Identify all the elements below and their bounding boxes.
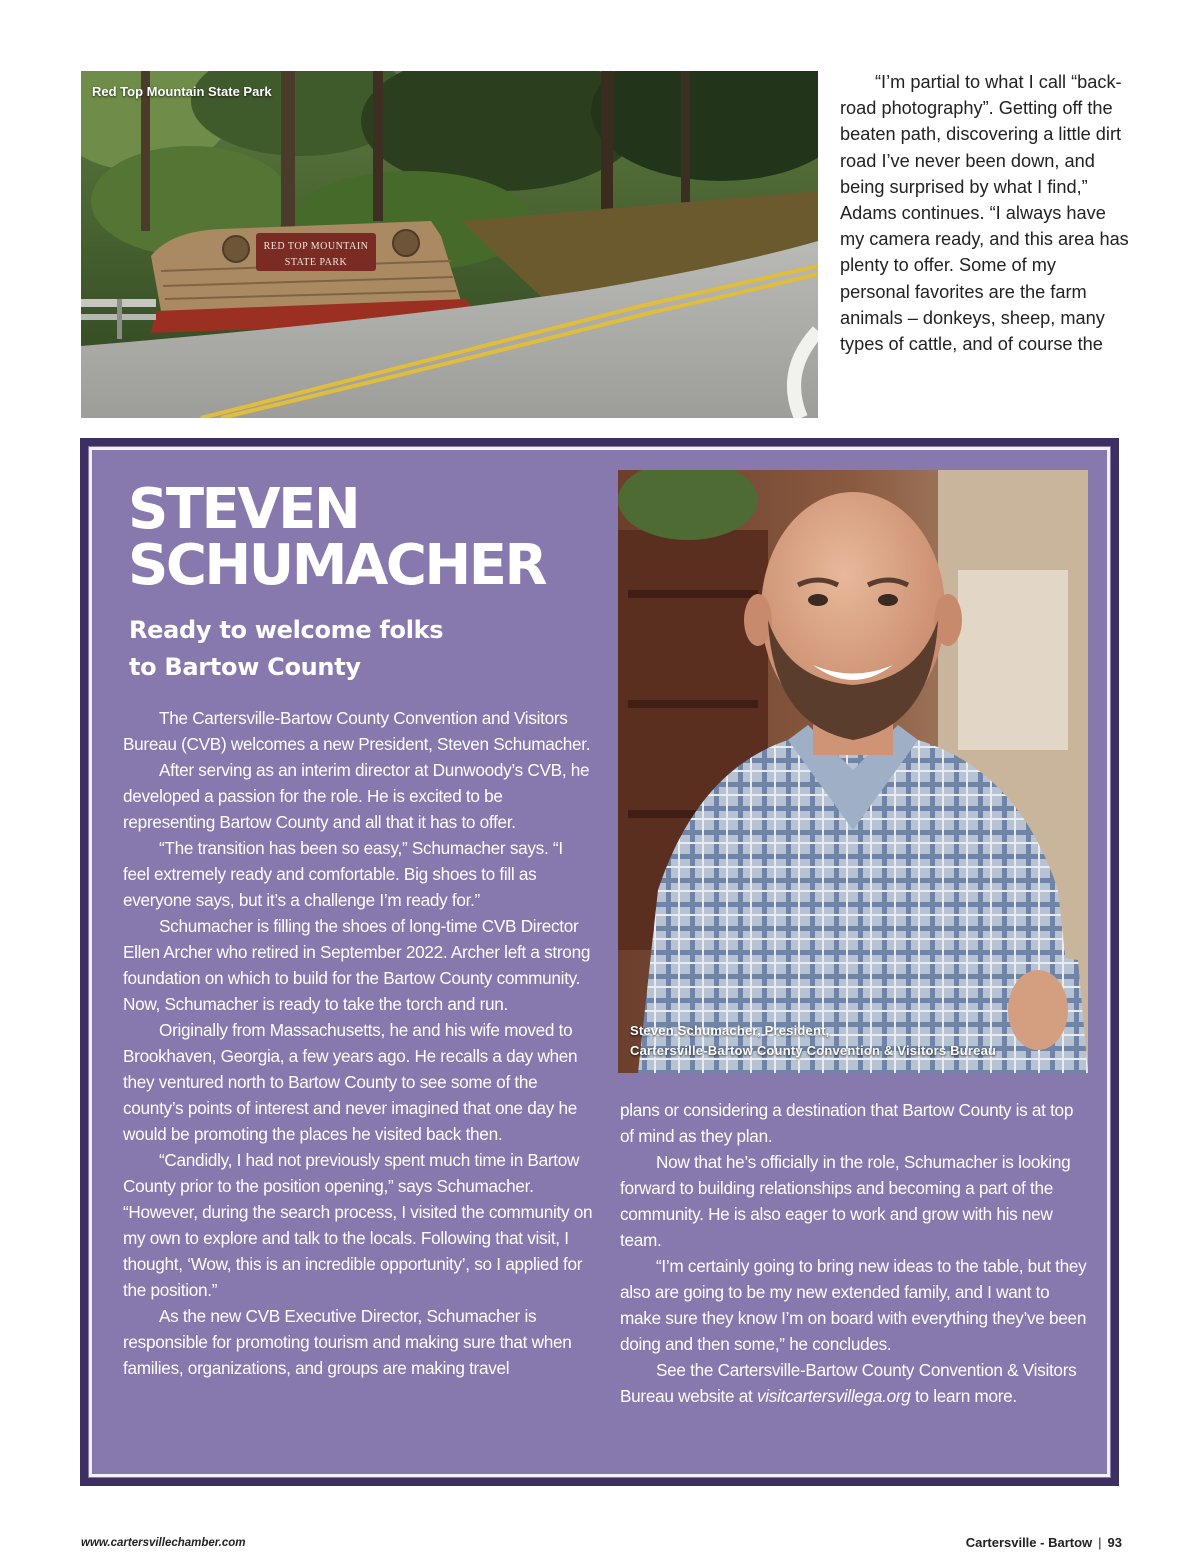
sign-text-line2: STATE PARK bbox=[284, 257, 348, 268]
article-paragraph: As the new CVB Executive Director, Schumacher is responsible for promoting tourism and making sure that when families, organizations, and groups are making travel bbox=[123, 1306, 572, 1378]
top-article-text bbox=[840, 69, 1130, 357]
title-line-2: SCHUMACHER bbox=[128, 533, 546, 598]
portrait-caption-line-2: Cartersville-Bartow County Convention & Visitors Bureau bbox=[630, 1043, 997, 1058]
portrait-illustration bbox=[618, 470, 1088, 1073]
closing-text-start: See the Cartersville-Bartow County Convention & Visitors Bureau website at bbox=[620, 1360, 1077, 1406]
feature-title bbox=[128, 477, 608, 598]
portrait-caption-line-1: Steven Schumacher, President, bbox=[630, 1023, 830, 1038]
subtitle-line-2: to Bartow County bbox=[129, 653, 361, 681]
article-paragraph: “Candidly, I had not previously spent much time in Bartow County prior to the position opening,” says Schumacher. “However, during the search process, I visited the community on my own to explore and talk to the locals. Following that visit, I thought, ‘Wow, this is an incredible opportunity’, so I applied for the position.” bbox=[123, 1150, 593, 1300]
publication-name: Cartersville - Bartow bbox=[965, 1535, 1093, 1550]
footer-separator: | bbox=[1098, 1535, 1102, 1550]
closing-text-end: to learn more. bbox=[910, 1386, 1017, 1406]
park-photo-illustration bbox=[81, 71, 818, 418]
article-paragraph: Schumacher is filling the shoes of long-time CVB Director Ellen Archer who retired in September 2022. Archer left a strong foundation on which to build for the Bartow County community. Now, Schumacher is ready to take the torch and run. bbox=[123, 916, 591, 1014]
article-paragraph: “I’m certainly going to bring new ideas to the table, but they also are going to be my new extended family, and I want to make sure they know I’m on board with everything they’ve been doing and then some,” he concludes. bbox=[620, 1256, 1087, 1354]
portrait-caption bbox=[630, 1021, 996, 1061]
portrait-photo bbox=[618, 470, 1088, 1073]
feature-subtitle bbox=[129, 612, 569, 686]
article-column-right bbox=[620, 1097, 1090, 1409]
article-paragraph: Originally from Massachusetts, he and his wife moved to Brookhaven, Georgia, a few years ago. He recalls a day when they ventured north to Bartow County to see some of the county’s points of interest and never imagined that one day he would be promoting the places he visited back then. bbox=[123, 1020, 578, 1144]
footer-url[interactable]: www.cartersvillechamber.com bbox=[81, 1537, 246, 1549]
photo-caption: Red Top Mountain State Park bbox=[92, 84, 272, 99]
sign-text-line1: RED TOP MOUNTAIN bbox=[263, 241, 369, 252]
top-paragraph: “I’m partial to what I call “back-road photography”. Getting off the beaten path, discovering a little dirt road I’ve never been down, and being surprised by what I find,” Adams continues. “I always have my camera ready, and this area has plenty to offer. Some of my personal favorites are the farm animals – donkeys, sheep, many types of cattle, and of course the bbox=[840, 72, 1129, 355]
article-column-left bbox=[123, 705, 593, 1381]
article-paragraph: The Cartersville-Bartow County Convention and Visitors Bureau (CVB) welcomes a new President, Steven Schumacher. bbox=[123, 708, 591, 754]
subtitle-line-1: Ready to welcome folks bbox=[129, 616, 444, 644]
footer-publication bbox=[966, 1535, 1122, 1550]
page-number: 93 bbox=[1107, 1535, 1122, 1550]
website-link[interactable]: visitcartersvillega.org bbox=[756, 1386, 911, 1406]
article-paragraph: plans or considering a destination that Bartow County is at top of mind as they plan. bbox=[620, 1100, 1074, 1146]
article-paragraph: “The transition has been so easy,” Schumacher says. “I feel extremely ready and comfortable. Big shoes to fill as everyone says, but it’s a challenge I’m ready for.” bbox=[123, 838, 563, 910]
park-photo bbox=[81, 71, 818, 418]
title-line-1: STEVEN bbox=[128, 477, 359, 542]
article-paragraph: Now that he’s officially in the role, Schumacher is looking forward to building relationships and becoming a part of the community. He is also eager to work and grow with his new team. bbox=[620, 1152, 1071, 1250]
article-paragraph: After serving as an interim director at Dunwoody’s CVB, he developed a passion for the role. He is excited to be representing Bartow County and all that it has to offer. bbox=[123, 760, 590, 832]
article-paragraph-closing bbox=[620, 1357, 1090, 1409]
